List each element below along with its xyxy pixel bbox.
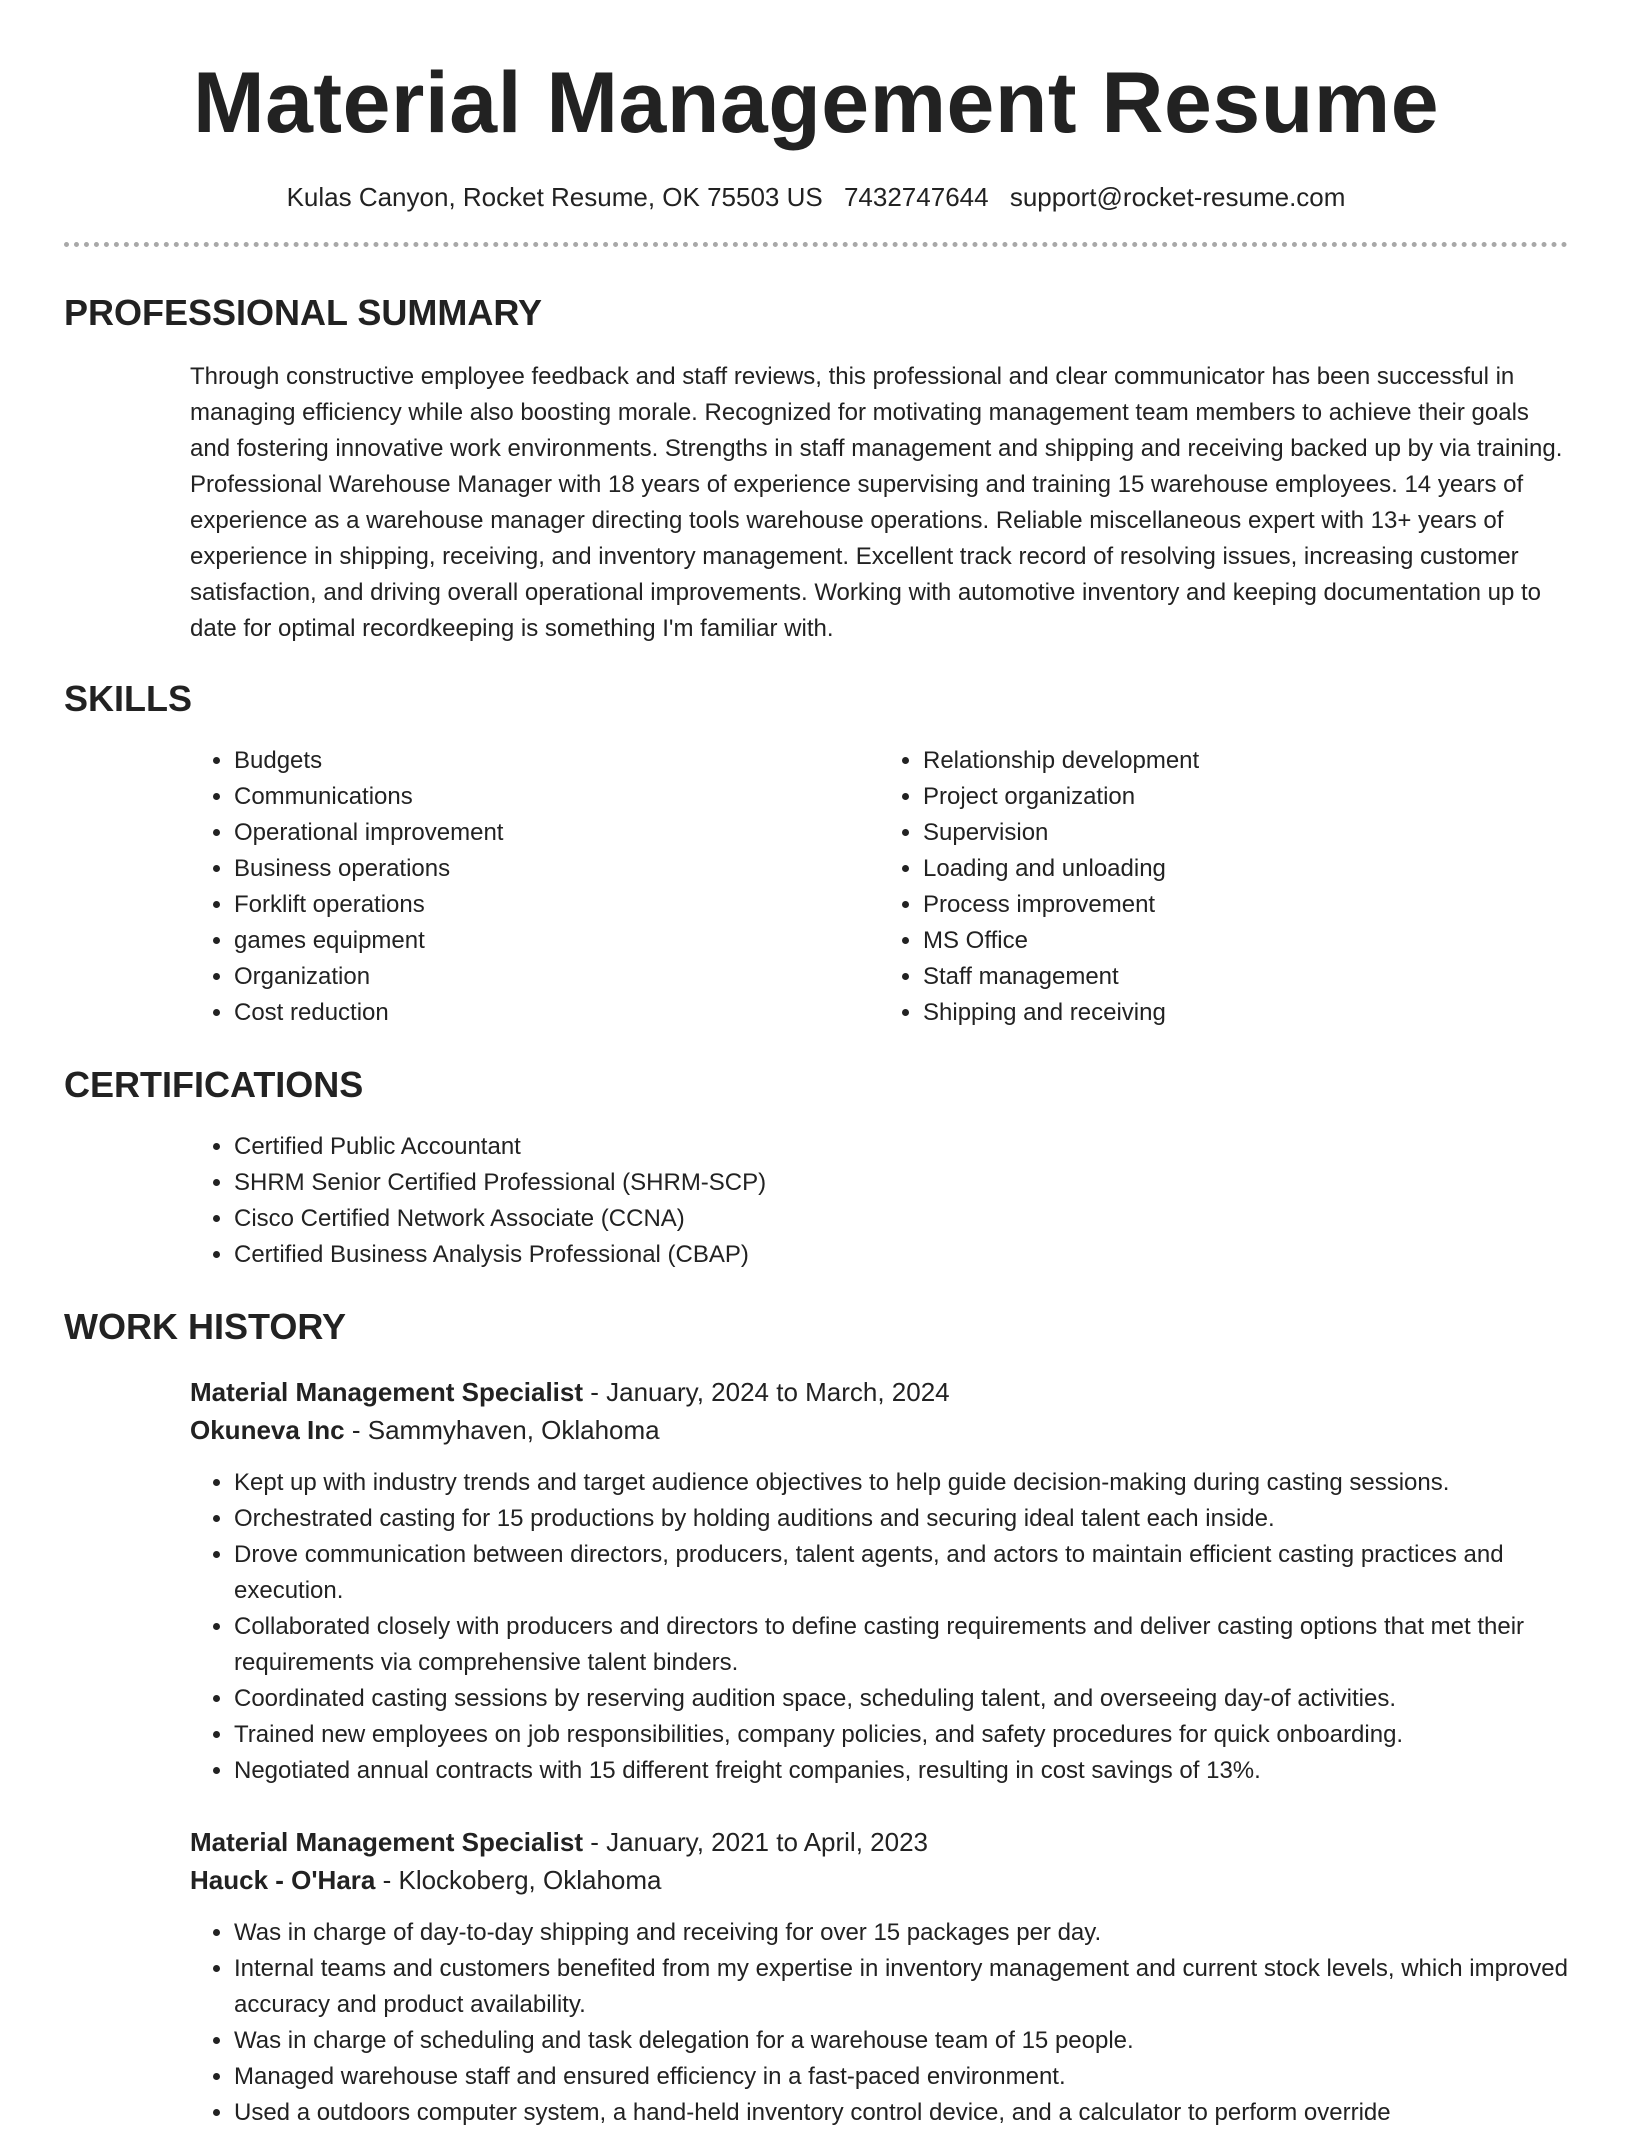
summary-text: Through constructive employee feedback and staff reviews, this professional and clear communicator has been successful in managing efficiency while also boosting morale. Recognized for motivating management team members to achieve their goals and fostering innovative work environments. Strengths in staff management and shipping and receiving backed up by via training. Professional Warehouse Manager with 18 years of experience supervising and training 15 warehouse employees. 14 years of experience as a warehouse manager directing tools warehouse operations. Reliable miscellaneous expert with 13+ years of experience in shipping, receiving, and inventory management. Excellent track record of resolving issues, increasing customer satisfaction, and driving overall operational improvements. Working with automotive inventory and keeping documentation up to date for optimal recordkeeping is something I'm familiar with. <box>190 363 1563 642</box>
contact-line <box>64 180 1568 214</box>
resume-page <box>64 0 1568 2131</box>
skill-item: • Supervision <box>923 815 1568 851</box>
address: Kulas Canyon, Rocket Resume, OK 75503 US <box>286 182 823 212</box>
skill-item: • Relationship development <box>923 743 1568 779</box>
job-title: Material Management Specialist <box>190 1377 584 1407</box>
job-bullet: • Kept up with industry trends and target audience objectives to help guide decision-making during casting sessions. <box>234 1465 1568 1501</box>
skill-item: • Shipping and receiving <box>923 995 1568 1031</box>
skill-item: • Organization <box>234 959 879 995</box>
work-history-heading: WORK HISTORY <box>64 1306 347 1347</box>
summary-heading: PROFESSIONAL SUMMARY <box>64 292 543 333</box>
certification-item: • Certified Business Analysis Professional (CBAP) <box>234 1237 1568 1273</box>
job-bullet: • Collaborated closely with producers and directors to define casting requirements and deliver casting options that met their requirements via comprehensive talent binders. <box>234 1609 1568 1681</box>
skill-item: • Communications <box>234 779 879 815</box>
skill-item: • Loading and unloading <box>923 851 1568 887</box>
skill-item: • Process improvement <box>923 887 1568 923</box>
skills-left-list <box>190 743 879 1031</box>
skills-columns <box>190 743 1568 1031</box>
job-company-line <box>190 1861 1568 1899</box>
skill-item: • Project organization <box>923 779 1568 815</box>
job-bullets <box>190 1915 1568 2131</box>
job-entry <box>190 1373 1568 1789</box>
skill-item: • Budgets <box>234 743 879 779</box>
job-bullet: • Managed warehouse staff and ensured efficiency in a fast-paced environment. <box>234 2059 1568 2095</box>
job-title-line <box>190 1373 1568 1411</box>
job-bullet: • Coordinated casting sessions by reserving audition space, scheduling talent, and overseeing day-of activities. <box>234 1681 1568 1717</box>
job-title-line <box>190 1823 1568 1861</box>
job-dates: - January, 2024 to March, 2024 <box>583 1377 950 1407</box>
job-bullets <box>190 1465 1568 1789</box>
skill-item: • Staff management <box>923 959 1568 995</box>
header-divider <box>64 242 1568 247</box>
certifications-section <box>190 1129 1568 1273</box>
job-bullet: • Orchestrated casting for 15 productions by holding auditions and securing ideal talent each inside. <box>234 1501 1568 1537</box>
job-bullet: • Trained new employees on job responsibilities, company policies, and safety procedures for quick onboarding. <box>234 1717 1568 1753</box>
skills-heading: SKILLS <box>64 678 193 719</box>
certification-item: • SHRM Senior Certified Professional (SHRM-SCP) <box>234 1165 1568 1201</box>
certifications-heading: CERTIFICATIONS <box>64 1064 364 1105</box>
job-bullet: • Drove communication between directors, producers, talent agents, and actors to maintain efficient casting practices and execution. <box>234 1537 1568 1609</box>
job-entry <box>190 1823 1568 2131</box>
job-company-line <box>190 1411 1568 1449</box>
skill-item: • MS Office <box>923 923 1568 959</box>
certifications-list <box>190 1129 1568 1273</box>
skill-item: • Cost reduction <box>234 995 879 1031</box>
job-bullet: • Negotiated annual contracts with 15 different freight companies, resulting in cost savings of 13%. <box>234 1753 1568 1789</box>
certification-item: • Cisco Certified Network Associate (CCNA) <box>234 1201 1568 1237</box>
skill-item: • Forklift operations <box>234 887 879 923</box>
skill-item: • Business operations <box>234 851 879 887</box>
job-company: Hauck - O'Hara <box>190 1865 376 1895</box>
job-location: - Sammyhaven, Oklahoma <box>344 1415 660 1445</box>
job-dates: - January, 2021 to April, 2023 <box>583 1827 928 1857</box>
resume-title: Material Management Resume <box>192 55 1440 151</box>
job-location: - Klockoberg, Oklahoma <box>375 1865 662 1895</box>
job-bullet: • Internal teams and customers benefited from my expertise in inventory management and current stock levels, which improved accuracy and product availability. <box>234 1951 1568 2023</box>
job-bullet: • Was in charge of scheduling and task delegation for a warehouse team of 15 people. <box>234 2023 1568 2059</box>
certification-item: • Certified Public Accountant <box>234 1129 1568 1165</box>
skill-item: • games equipment <box>234 923 879 959</box>
email: support@rocket-resume.com <box>1009 182 1346 212</box>
job-company: Okuneva Inc <box>190 1415 345 1445</box>
skill-item: • Operational improvement <box>234 815 879 851</box>
job-title: Material Management Specialist <box>190 1827 584 1857</box>
job-bullet: • Used a outdoors computer system, a hand-held inventory control device, and a calculator to perform override <box>234 2095 1568 2131</box>
skills-right-list <box>879 743 1568 1031</box>
phone: 7432747644 <box>843 182 989 212</box>
job-bullet: • Was in charge of day-to-day shipping and receiving for over 15 packages per day. <box>234 1915 1568 1951</box>
